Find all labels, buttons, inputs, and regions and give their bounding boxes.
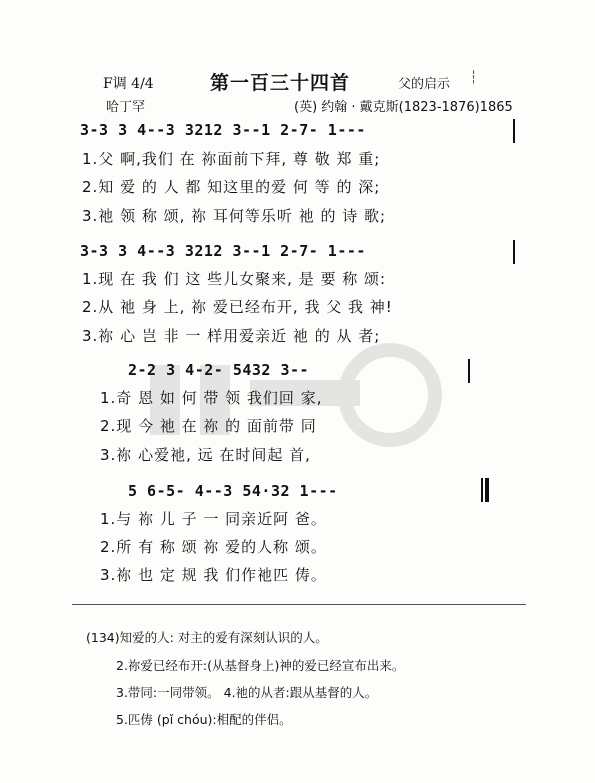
- lyric-line: 2.所 有 称 颂 祢 爱的人称 颂。: [100, 538, 327, 556]
- lyric-line: 1.奇 恩 如 何 带 领 我们回 家,: [100, 389, 323, 407]
- lyric-line: 1.与 祢 儿 子 一 同亲近阿 爸。: [100, 510, 327, 528]
- end-barline: [513, 240, 515, 264]
- footnote: 5.匹俦 (pǐ chóu):相配的伴侣。: [116, 712, 292, 727]
- author-credit: (英) 约翰 · 戴克斯(1823-1876)1865: [294, 100, 513, 115]
- lyric-line: 3.祢 也 定 规 我 们作祂匹 俦。: [100, 566, 327, 584]
- lyric-line: 3.祂 领 称 颂, 祢 耳何等乐听 祂 的 诗 歌;: [82, 207, 387, 225]
- final-barline-thin: [481, 478, 483, 502]
- notation-line-2: 3-3 3 4--3 3212 3--1 2-7- 1---: [80, 242, 366, 260]
- lyric-line: 2.从 祂 身 上, 祢 爱已经布开, 我 父 我 神!: [82, 298, 393, 316]
- footnote: 3.带同:一同带领。 4.祂的从者:跟从基督的人。: [116, 685, 378, 700]
- notation-line-4: 5 6-5- 4--3 54·32 1---: [128, 482, 338, 500]
- lyric-line: 1.现 在 我 们 这 些儿女聚来, 是 要 称 颂:: [82, 270, 387, 288]
- notation-line-1: 3-3 3 4--3 3212 3--1 2-7- 1---: [80, 121, 366, 139]
- end-barline: [468, 359, 470, 383]
- margin-mark: ┆: [470, 70, 478, 84]
- footnote-divider: [72, 604, 526, 605]
- notation-line-3: 2-2 3 4-2- 5432 3--: [128, 361, 310, 379]
- footnote: 2.祢爱已经布开:(从基督身上)神的爱已经宣布出来。: [116, 658, 405, 673]
- key-signature: F调 4/4: [103, 76, 154, 92]
- lyric-line: 3.祢 心 岂 非 一 样用爱亲近 祂 的 从 者;: [82, 327, 381, 345]
- lyric-line: 1.父 啊,我们 在 祢面前下拜, 尊 敬 郑 重;: [82, 150, 381, 168]
- lyric-line: 2.现 今 祂 在 祢 的 面前带 同: [100, 417, 317, 435]
- hymn-title: 第一百三十四首: [210, 72, 351, 94]
- hymn-subtitle: 父的启示: [398, 77, 451, 92]
- lyric-line: 2.知 爱 的 人 都 知这里的爱 何 等 的 深;: [82, 178, 381, 196]
- footnote: (134)知爱的人: 对主的爱有深刻认识的人。: [86, 630, 328, 645]
- tune-name: 哈丁罕: [106, 100, 146, 115]
- final-barline-thick: [485, 478, 489, 502]
- lyric-line: 3.祢 心爱祂, 远 在时间起 首,: [100, 446, 311, 464]
- end-barline: [513, 119, 515, 143]
